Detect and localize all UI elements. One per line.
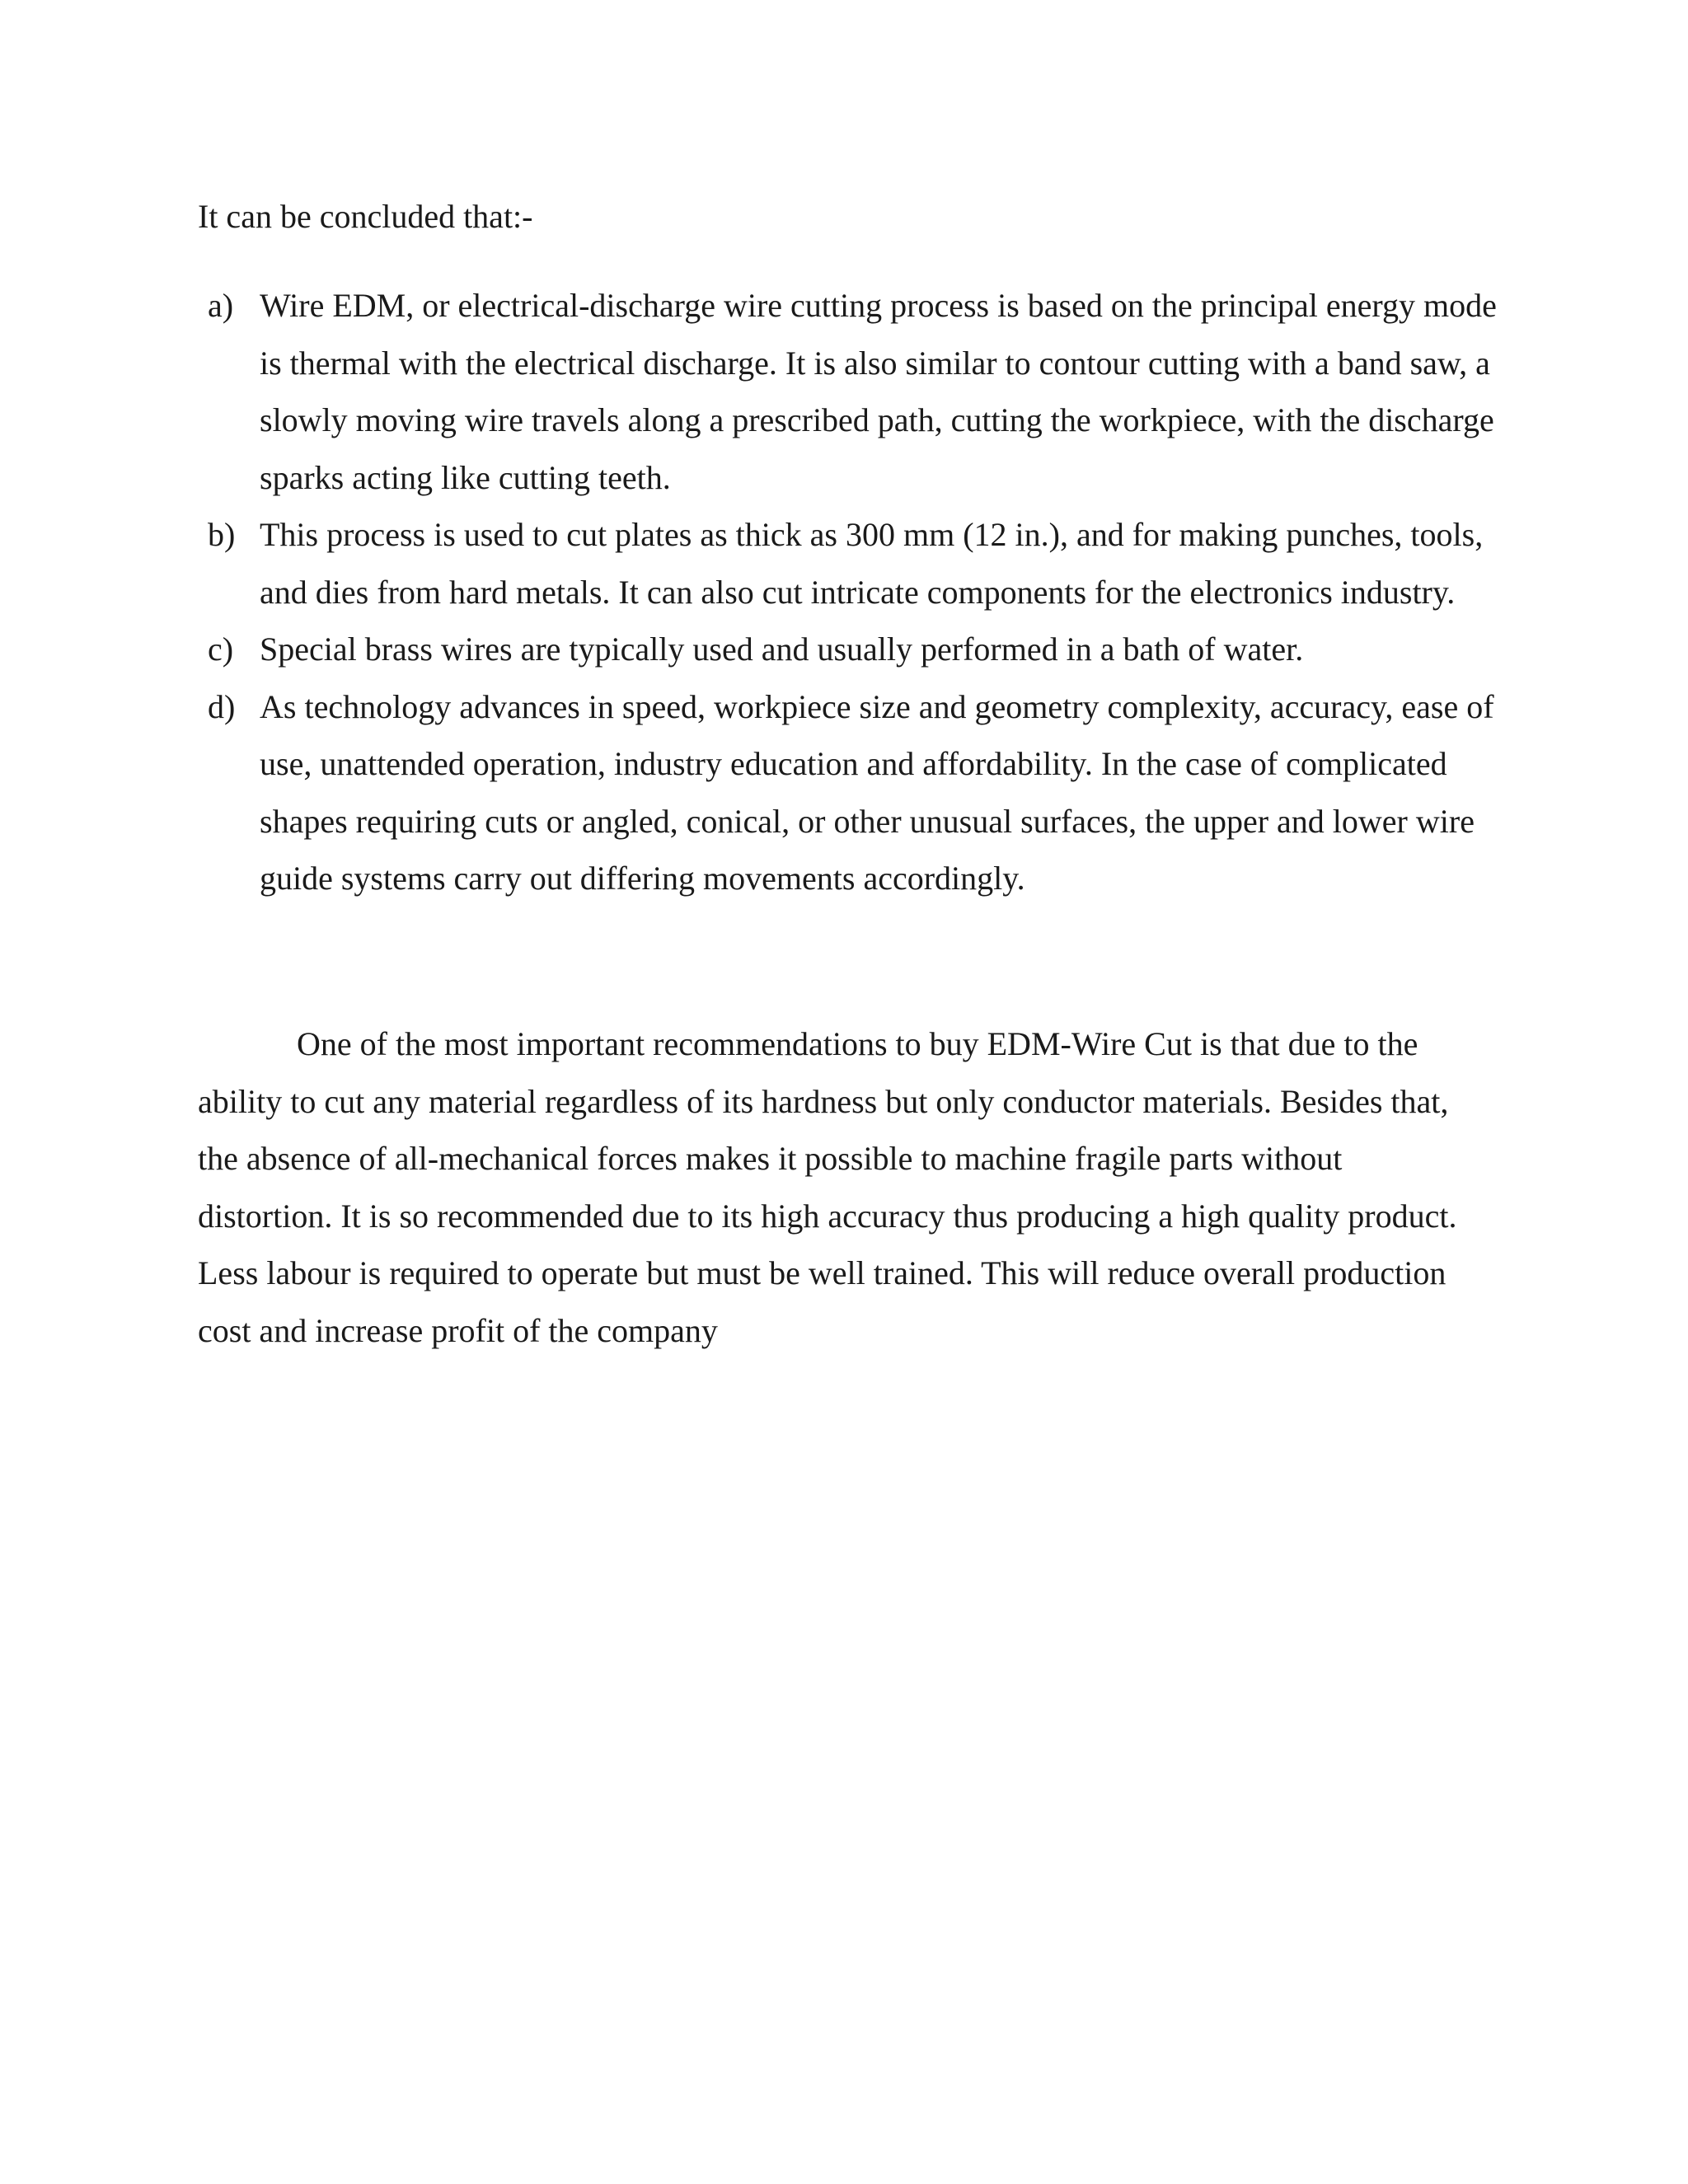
recommendation-paragraph: One of the most important recommendations to buy EDM-Wire Cut is that due to the ability to cut any material regardless of its hardness but only conductor materials. Besides that, the absence of all-mechanical forces makes it possible to machine fragile parts without distortion. It is so recommended due to its high accuracy thus producing a high quality product. Less labour is required to operate but must be well trained. This will reduce overall production cost and increase profit of the company xyxy=(198,1025,1457,1349)
list-item-c xyxy=(198,621,1500,678)
list-item-b xyxy=(198,506,1500,621)
list-item-text: Special brass wires are typically used and usually performed in a bath of water. xyxy=(260,630,1304,668)
list-marker: c) xyxy=(208,630,234,668)
list-item-text: As technology advances in speed, workpiece size and geometry complexity, accuracy, ease of use, unattended operation, industry education and affordability. In the case of complicated shapes requiring cuts or angled, conical, or other unusual surfaces, the upper and lower wire guide systems carry out differing movements accordingly. xyxy=(260,687,1494,897)
list-item-text: Wire EDM, or electrical-discharge wire cutting process is based on the principal energy mode is thermal with the electrical discharge. It is also similar to contour cutting with a band saw, a slowly moving wire travels along a prescribed path, cutting the workpiece, with the discharge sparks acting like cutting teeth. xyxy=(260,287,1497,496)
list-marker: a) xyxy=(208,287,234,324)
intro-text: It can be concluded that:- xyxy=(198,198,533,235)
list-item-text: This process is used to cut plates as thick as 300 mm (12 in.), and for making punches, tools, and dies from hard metals. It can also cut intricate components for the electronics industry. xyxy=(260,516,1484,611)
list-item-d xyxy=(198,678,1500,907)
conclusion-list xyxy=(198,277,1500,907)
list-marker: d) xyxy=(208,687,236,725)
list-marker: b) xyxy=(208,516,236,553)
list-item-a xyxy=(198,277,1500,506)
